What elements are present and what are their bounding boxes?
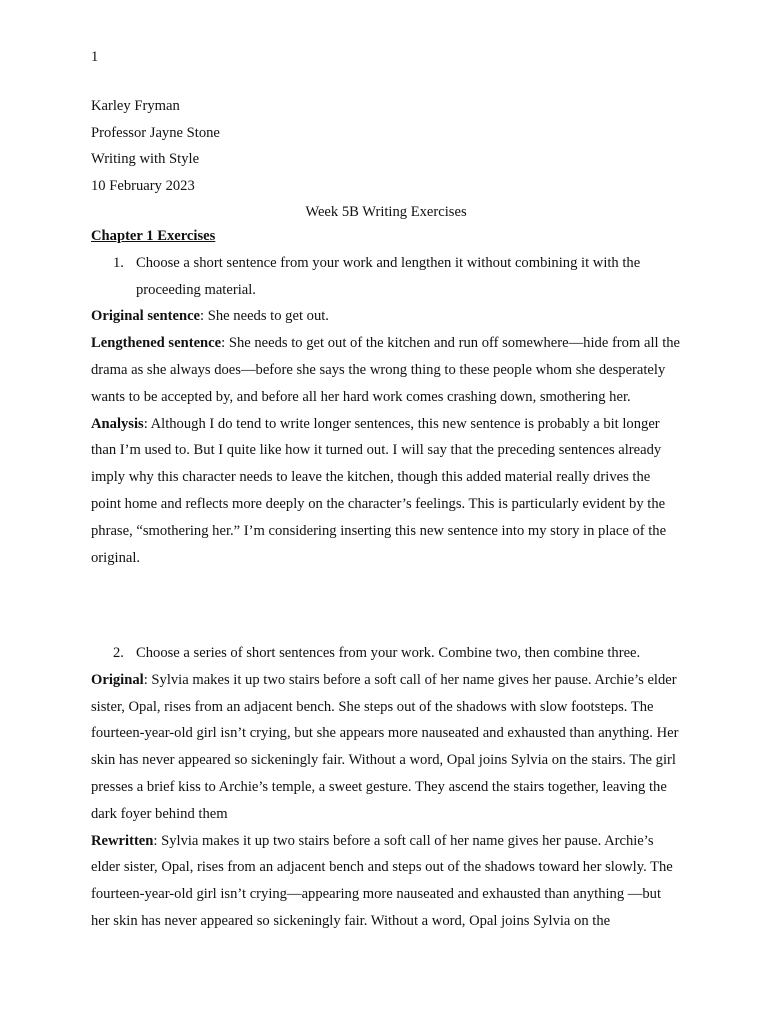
document-title: Week 5B Writing Exercises xyxy=(305,204,467,220)
course-name: Writing with Style xyxy=(91,151,200,168)
chapter1-section xyxy=(91,223,681,571)
document-date: 10 February 2023 xyxy=(91,177,195,194)
header-block xyxy=(91,93,220,199)
item-number: 2. xyxy=(113,645,124,661)
original-sentence-text: : She needs to get out. xyxy=(200,308,329,325)
rewritten-label: Rewritten xyxy=(91,832,154,849)
lengthened-sentence-paragraph xyxy=(91,330,681,410)
exercise-2-section xyxy=(91,640,681,935)
item-number: 1. xyxy=(113,254,124,271)
section-heading: Chapter 1 Exercises xyxy=(91,228,216,244)
original-label: Original xyxy=(91,671,144,688)
original-sentence-label: Original sentence xyxy=(91,308,201,325)
lengthened-sentence-label: Lengthened sentence xyxy=(91,335,222,352)
page-number: 1 xyxy=(91,49,99,65)
exercise-item-1 xyxy=(91,250,681,304)
item-text: Choose a short sentence from your work and lengthen it without combining it with the proceeding material. xyxy=(136,254,641,298)
author-name: Karley Fryman xyxy=(91,98,180,114)
rewritten-paragraph xyxy=(91,828,681,935)
analysis-label: Analysis xyxy=(91,415,144,432)
item-text: Choose a series of short sentences from your work. Combine two, then combine three. xyxy=(136,645,641,661)
analysis-paragraph xyxy=(91,411,681,572)
rewritten-text: : Sylvia makes it up two stairs before a soft call of her name gives her pause. Archie’s elder sister, Opal, rises from an adjacent bench and steps out of the shadows toward her slowly. The fourteen-year-old girl isn’t crying—appearing more nauseated and exhausted than anything —but her skin has never appeared so sickeningly fair. Without a word, Opal joins Sylvia on the xyxy=(91,832,673,929)
original-paragraph xyxy=(91,667,681,828)
professor-name: Professor Jayne Stone xyxy=(91,124,220,141)
lengthened-sentence-text: : She needs to get out of the kitchen and run off somewhere—hide from all the drama as she always does—before she says the wrong thing to these people whom she desperately wants to be accepted by, and before all her hard work comes crashing down, smothering her. xyxy=(91,335,681,405)
exercise-item-2 xyxy=(91,640,681,667)
original-text: : Sylvia makes it up two stairs before a soft call of her name gives her pause. Archie’s elder sister, Opal, rises from an adjacent bench. She steps out of the shadows with slow footsteps. The fourteen-year-old girl isn’t crying, but she appears more nauseated and exhausted than anything. Her skin has never appeared so sickeningly fair. Without a word, Opal joins Sylvia on the stairs. The girl presses a brief kiss to Archie’s temple, a sweet gesture. They ascend the stairs together, leaving the dark foyer behind them xyxy=(91,671,679,822)
original-sentence-paragraph xyxy=(91,303,681,330)
analysis-text: : Although I do tend to write longer sentences, this new sentence is probably a bit longer than I’m used to. But I quite like how it turned out. I will say that the preceding sentences already imply why this character needs to leave the kitchen, though this added material really drives the point home and reflects more deeply on the character’s feelings. This is particularly evident by the phrase, “smothering her.” I’m considering inserting this new sentence into my story in place of the original. xyxy=(91,415,667,566)
